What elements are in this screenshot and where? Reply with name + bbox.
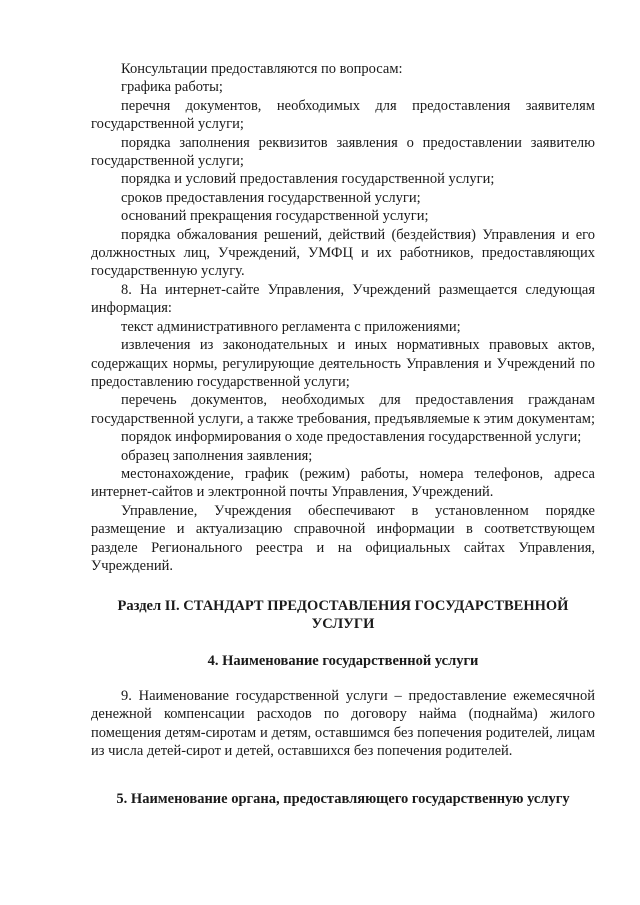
paragraph-terms: сроков предоставления государственной услуги; [121,189,421,206]
subheading-providing-authority: 5. Наименование органа, предоставляющего государственную услугу [116,791,570,807]
paragraph-work-schedule: графика работы; [121,79,223,96]
paragraph-appeal-procedure: порядка обжалования решений, действий (бездействия) Управления и его должностных лиц, Учреждений, УМФЦ и их работников, предоставляющих государственную услугу. [91,226,595,280]
paragraph-regulation-text: текст административного регламента с приложениями; [121,318,461,335]
paragraph-procedure-conditions: порядка и условий предоставления государственной услуги; [121,171,495,188]
paragraph-location-contacts: местонахождение, график (режим) работы, номера телефонов, адреса интернет-сайтов и электронной почты Управления, Учреждений. [91,465,595,501]
paragraph-sample-application: образец заполнения заявления; [121,447,313,464]
paragraph-documents-requirements: перечень документов, необходимых для предоставления гражданам государственной услуги, а также требования, предъявляемые к этим документам; [91,392,596,427]
paragraph-legal-extracts: извлечения из законодательных и иных нормативных правовых актов, содержащих нормы, регулирующие деятельность Управления и Учреждений по предоставлению государственной услуги; [91,337,595,390]
subheading-service-name: 4. Наименование государственной услуги [207,653,479,669]
paragraph-documents-list: перечня документов, необходимых для предоставления заявителям государственной услуги; [91,97,595,133]
body-text-top [91,60,595,575]
paragraph-application-filling: порядка заполнения реквизитов заявления о предоставлении заявителю государственной услуги; [91,134,595,170]
paragraph-8-website-info: 8. На интернет-сайте Управления, Учреждений размещается следующая информация: [91,281,595,317]
paragraph-registry-placement: Управление, Учреждения обеспечивают в установленном порядке размещение и актуализацию справочной информации в соответствующем разделе Регионального реестра и на официальных сайтах Управления, Учреждений. [91,502,595,574]
section-heading: Раздел II. СТАНДАРТ ПРЕДОСТАВЛЕНИЯ ГОСУДАРСТВЕННОЙ УСЛУГИ [117,598,569,633]
paragraph-termination-grounds: оснований прекращения государственной услуги; [121,208,429,225]
paragraph-informing-procedure: порядок информирования о ходе предоставления государственной услуги; [121,429,582,446]
body-text-section-4 [91,687,595,761]
paragraph-9-service-name: 9. Наименование государственной услуги – предоставление ежемесячной денежной компенсации расходов по договору найма (поднайма) жилого помещения детям-сиротам и детям, оставшимся без попечения родителей, лицам из числа детей-сирот и детей, оставшихся без попечения родителей. [91,688,595,760]
paragraph-consultations-intro: Консультации предоставляются по вопросам: [121,61,403,77]
